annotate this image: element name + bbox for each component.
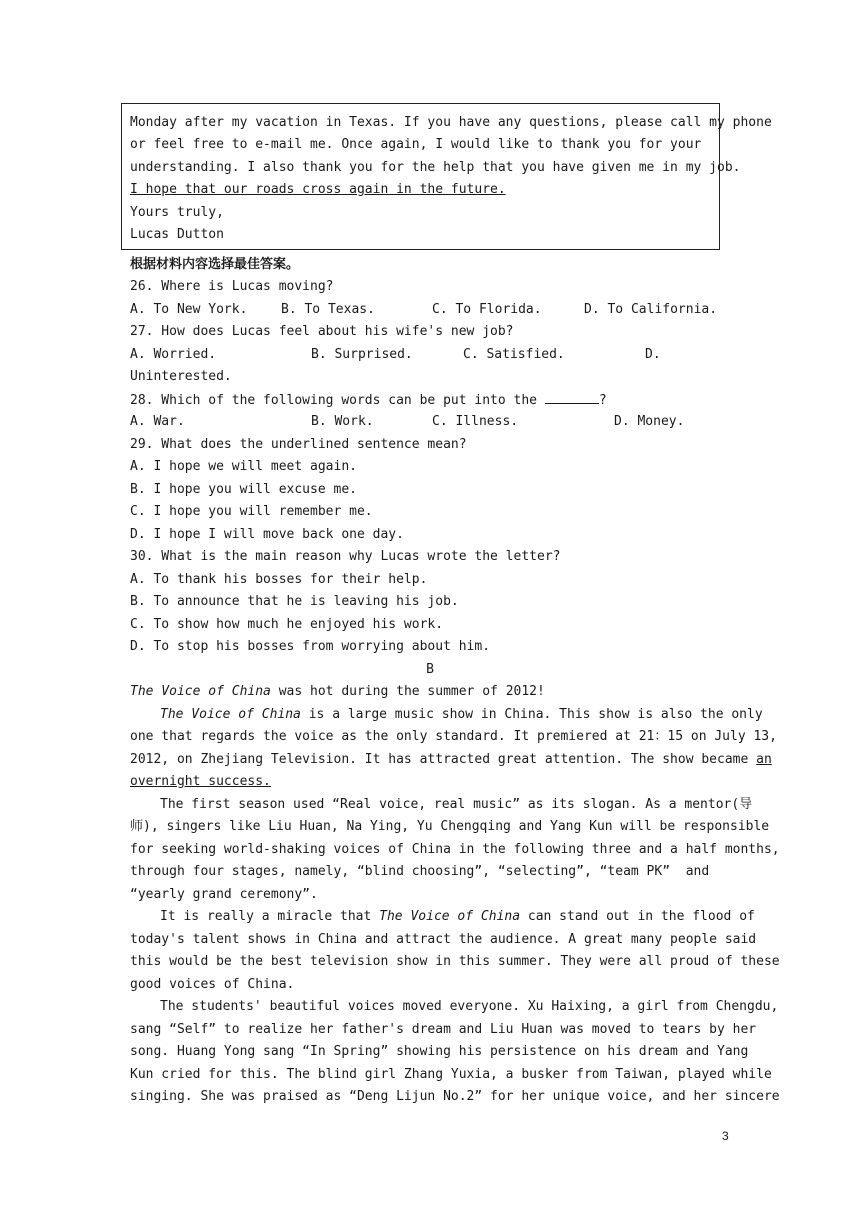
paragraph-line (160, 909, 755, 925)
option-d: D. To stop his bosses from worrying about him. (130, 639, 491, 654)
option-c: C. To show how much he enjoyed his work. (130, 617, 444, 632)
page-number: 3 (722, 1129, 729, 1143)
paragraph-line: sang “Self” to realize her father's dream and Liu Huan was moved to tears by her (130, 1022, 757, 1037)
paragraph-line: today's talent shows in China and attract the audience. A great many people said (130, 932, 757, 947)
paragraph-line (130, 752, 772, 768)
underlined-phrase: an (756, 752, 772, 767)
letter-line: understanding. I also thank you for the help that you have given me in my job. (130, 160, 741, 175)
option-b: B. To announce that he is leaving his job. (130, 594, 459, 609)
option-b: B. Surprised. (311, 347, 413, 362)
option-d: D. To California. (584, 302, 718, 317)
paragraph-line: 师), singers like Liu Huan, Na Ying, Yu Chengqing and Yang Kun will be responsible (130, 819, 770, 834)
paragraph-line: this would be the best television show in this summer. They were all proud of these (130, 954, 780, 969)
show-name: The Voice of China (379, 909, 521, 924)
paragraph-line: for seeking world-shaking voices of China in the following three and a half months, (130, 842, 780, 857)
option-c: C. Satisfied. (463, 347, 565, 362)
letter-line: or feel free to e-mail me. Once again, I would like to thank you for your (130, 137, 702, 152)
paragraph-line: song. Huang Yong sang “In Spring” showing his persistence on his dream and Yang (130, 1044, 749, 1059)
paragraph-text: It is really a miracle that (160, 909, 380, 924)
option-a: A. Worried. (130, 347, 217, 362)
option-b: B. To Texas. (281, 302, 375, 317)
paragraph-line: The students' beautiful voices moved everyone. Xu Haixing, a girl from Chengdu, (160, 999, 779, 1014)
blank-line (545, 392, 599, 404)
paragraph-line: The first season used “Real voice, real music” as its slogan. As a mentor(导 (160, 797, 753, 812)
letter-closing: Yours truly, (130, 205, 224, 220)
instruction: 根据材料内容选择最佳答案。 (130, 257, 300, 272)
passage-title (130, 684, 545, 700)
option-d-continued: Uninterested. (130, 369, 232, 384)
option-c: C. Illness. (432, 414, 519, 429)
paragraph-line: Kun cried for this. The blind girl Zhang Yuxia, a busker from Taiwan, played while (130, 1067, 772, 1082)
option-a: A. To thank his bosses for their help. (130, 572, 428, 587)
option-d: D. (645, 347, 661, 362)
paragraph-line: “yearly grand ceremony”. (130, 887, 318, 902)
show-name: The Voice of China (130, 684, 271, 699)
option-a: A. War. (130, 414, 185, 429)
paragraph-line (160, 707, 763, 723)
title-rest: was hot during the summer of 2012! (270, 684, 545, 699)
question-28-text: 28. Which of the following words can be put into the (130, 393, 545, 408)
letter-line: Monday after my vacation in Texas. If you have any questions, please call my phone (130, 115, 772, 130)
option-d: D. I hope I will move back one day. (130, 527, 404, 542)
question-26-stem: 26. Where is Lucas moving? (130, 279, 334, 294)
question-28-end: ? (598, 393, 607, 408)
paragraph-text: can stand out in the flood of (520, 909, 755, 924)
option-d: D. Money. (614, 414, 685, 429)
option-b: B. Work. (311, 414, 374, 429)
show-name: The Voice of China (160, 707, 301, 722)
paragraph-line: singing. She was praised as “Deng Lijun No.2” for her unique voice, and her sincere (130, 1089, 780, 1104)
letter-signature: Lucas Dutton (130, 227, 224, 242)
paragraph-text: 2012, on Zhejiang Television. It has attracted great attention. The show became (130, 752, 757, 767)
underlined-phrase: overnight success. (130, 774, 271, 789)
option-a: A. To New York. (130, 302, 248, 317)
option-b: B. I hope you will excuse me. (130, 482, 357, 497)
option-c: C. I hope you will remember me. (130, 504, 373, 519)
paragraph-line: good voices of China. (130, 977, 295, 992)
question-27-stem: 27. How does Lucas feel about his wife's new job? (130, 324, 514, 339)
paragraph-text: is a large music show in China. This show is also the only (300, 707, 763, 722)
question-30-stem: 30. What is the main reason why Lucas wrote the letter? (130, 549, 561, 564)
section-heading: B (426, 662, 434, 677)
question-28-stem (130, 392, 607, 409)
paragraph-line: one that regards the voice as the only standard. It premiered at 21：15 on July 13, (130, 729, 777, 744)
question-29-stem: 29. What does the underlined sentence mean? (130, 437, 467, 452)
option-c: C. To Florida. (432, 302, 542, 317)
underlined-sentence: I hope that our roads cross again in the future. (130, 182, 506, 197)
paragraph-line: through four stages, namely, “blind choosing”, “selecting”, “team PK” and (130, 864, 710, 879)
option-a: A. I hope we will meet again. (130, 459, 357, 474)
